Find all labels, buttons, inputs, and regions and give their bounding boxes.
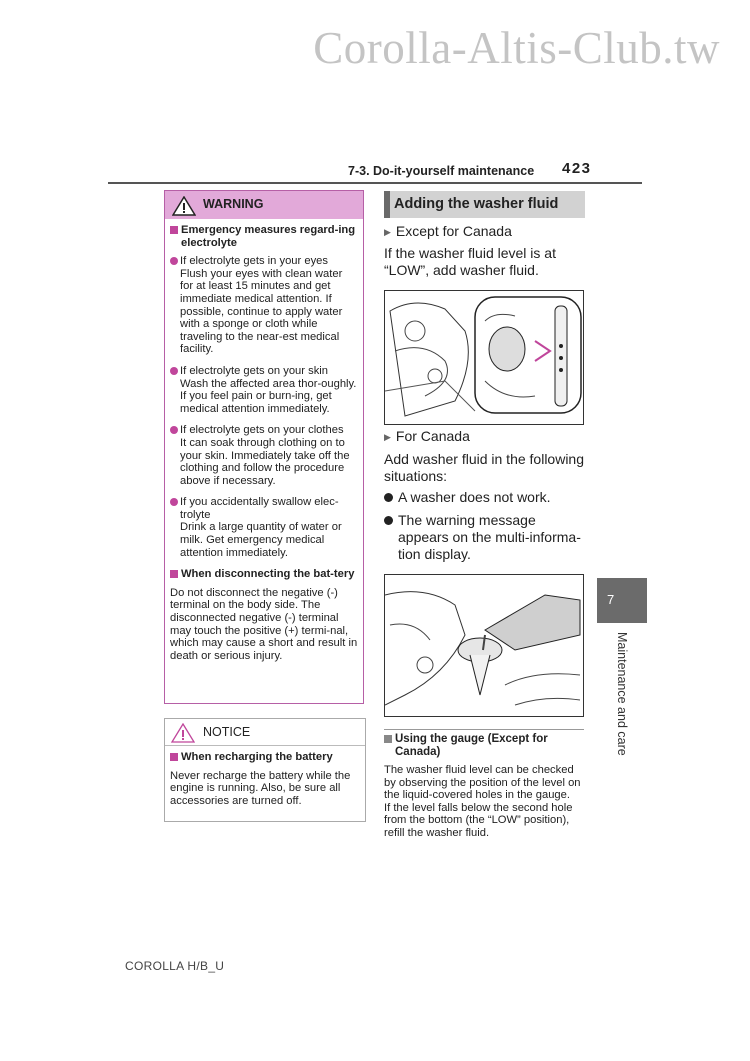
bullet-dot-icon — [384, 516, 393, 525]
notice-paragraph: Never recharge the battery while the engine is running. Also, be sure all accessories are turned off. — [170, 769, 351, 807]
warning-paragraph: Do not disconnect the negative (-) terminal on the body side. The disconnected negative (-) terminal may touch the positive (+) termi-nal, which may cause a short and result in death or serious injury. — [170, 586, 358, 662]
warning-item-skin: If electrolyte gets on your skin Wash the affected area thor-oughly. If you feel pain or burn-ing, get medical attention immediately. — [170, 365, 358, 415]
refill-illustration — [384, 574, 584, 717]
warning-heading-electrolyte: Emergency measures regard-ing electrolyte — [170, 224, 358, 249]
chapter-number: 7 — [607, 592, 615, 607]
gauge-text: The washer fluid level can be checked by observing the position of the level on the liquid-covered holes in the gauge. If the level falls below the second hole from the bottom (the “LOW” position), refill the washer fluid. — [384, 764, 581, 839]
gauge-divider — [384, 729, 584, 730]
engine-bay-drawing — [385, 291, 583, 424]
refill-drawing — [385, 575, 583, 716]
notice-heading: When recharging the battery — [170, 751, 360, 764]
section-header: 7-3. Do-it-yourself maintenance — [348, 164, 535, 178]
footer-model: COROLLA H/B_U — [125, 959, 225, 973]
bullet-dot-icon — [170, 426, 178, 434]
warning-header — [165, 191, 363, 219]
page-number: 423 — [562, 160, 592, 177]
bullet-dot-icon — [170, 257, 178, 265]
bullet-dot-icon — [384, 493, 393, 502]
warning-item-eyes: If electrolyte gets in your eyes Flush your eyes with clean water for at least 15 minutes and get immediate medical attention. If possible, continue to apply water with a sponge or cloth while traveling to the near-est medical facility. — [170, 255, 358, 356]
square-bullet-icon — [170, 753, 178, 761]
except-canada-text: If the washer fluid level is at “LOW”, add washer fluid. — [384, 245, 556, 278]
warning-item-clothes: If electrolyte gets on your clothes It can soak through clothing on to your skin. Immediately take off the clothing and follow the procedure above if necessary. — [170, 424, 358, 487]
bullet-dot-icon — [170, 367, 178, 375]
watermark: Corolla-Altis-Club.tw — [313, 23, 720, 73]
square-bullet-icon — [170, 570, 178, 578]
bullet-dot-icon — [170, 498, 178, 506]
for-canada-label: ▶ For Canada — [384, 428, 586, 447]
warning-triangle-icon — [172, 196, 196, 216]
washer-tank-illustration — [384, 290, 584, 425]
situation-item: A washer does not work. — [384, 489, 586, 506]
for-canada-text: Add washer fluid in the following situations: — [384, 451, 585, 484]
warning-box — [164, 190, 364, 704]
chapter-tab — [597, 578, 647, 623]
section-title: Adding the washer fluid — [384, 191, 585, 218]
notice-triangle-icon — [171, 723, 195, 743]
notice-header — [165, 719, 365, 746]
except-canada-label: ▶ Except for Canada — [384, 223, 586, 242]
square-bullet-icon — [384, 735, 392, 743]
situation-item: The warning message appears on the multi-informa-tion display. — [384, 512, 586, 563]
notice-label: NOTICE — [203, 725, 251, 739]
warning-heading-battery: When disconnecting the bat-tery — [170, 568, 358, 581]
notice-box — [164, 718, 366, 822]
header-divider — [108, 182, 642, 184]
warning-label: WARNING — [203, 197, 264, 211]
chapter-label: Maintenance and care — [615, 632, 629, 756]
square-bullet-icon — [170, 226, 178, 234]
gauge-heading: Using the gauge (Except for Canada) — [384, 733, 584, 759]
warning-item-swallow: If you accidentally swallow elec-trolyte Drink a large quantity of water or milk. Get emergency medical attention immediately. — [170, 496, 358, 559]
